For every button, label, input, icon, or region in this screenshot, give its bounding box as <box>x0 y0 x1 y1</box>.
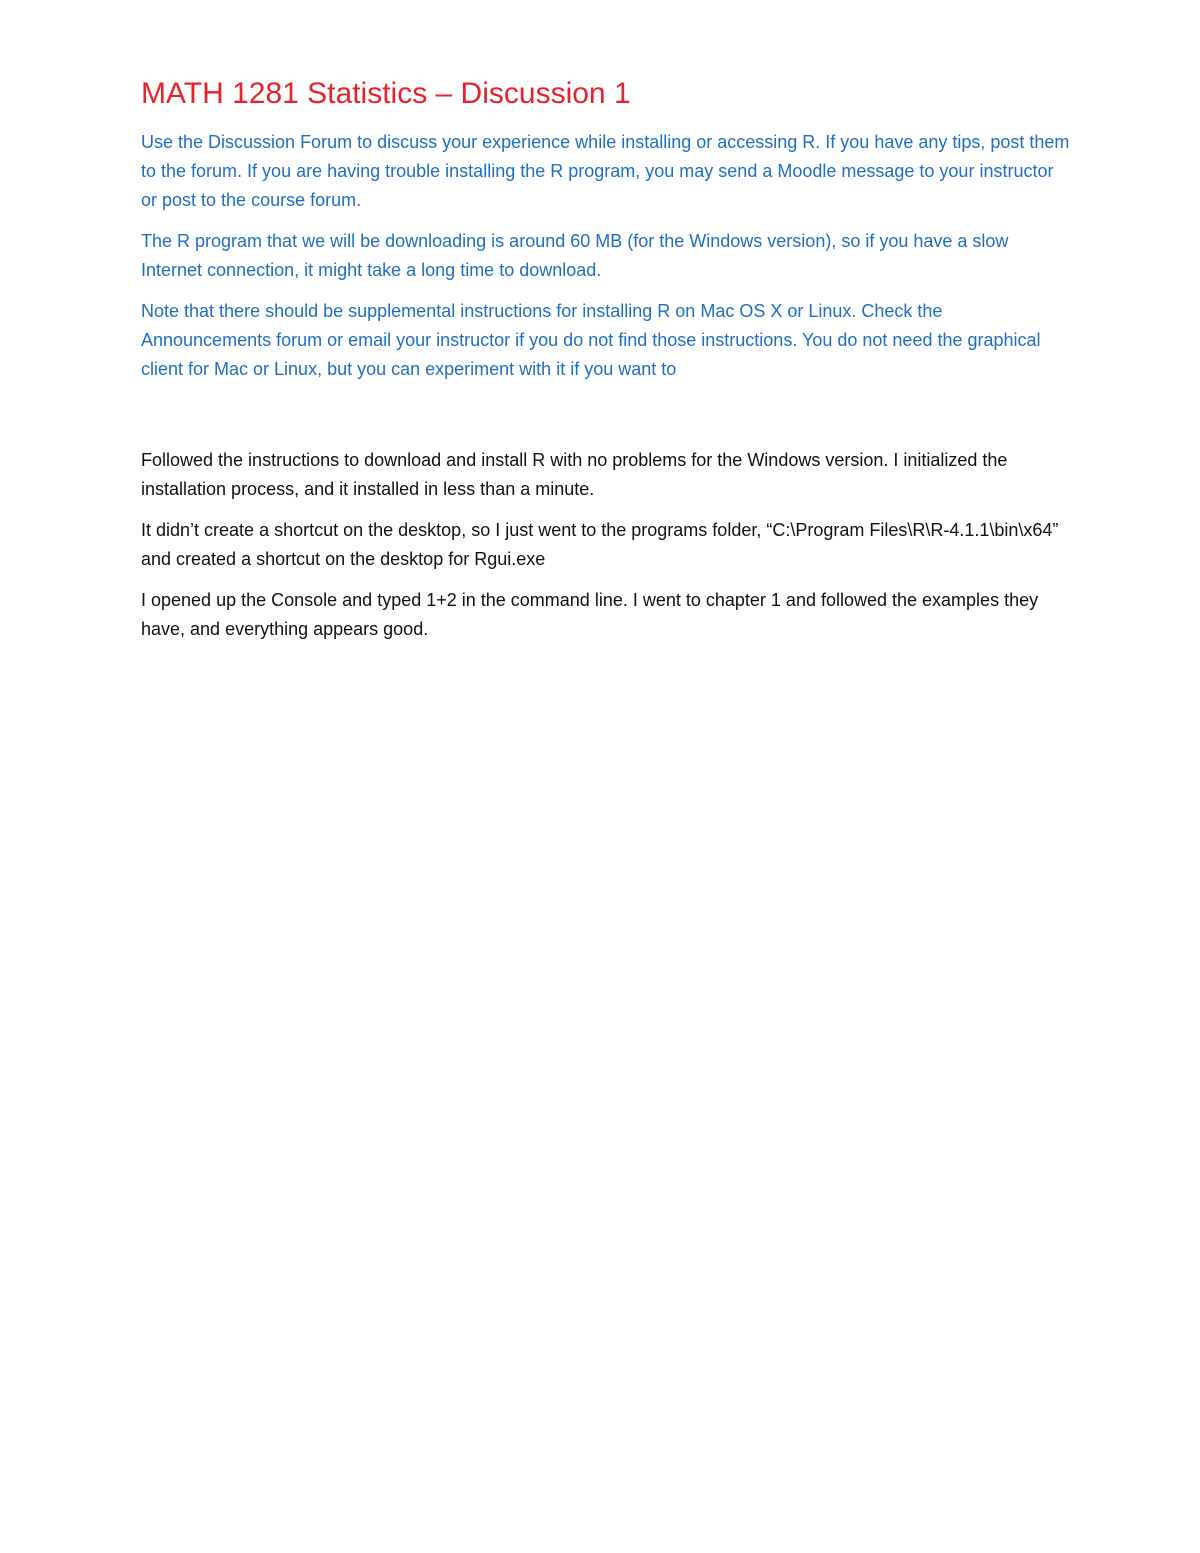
document-title: MATH 1281 Statistics – Discussion 1 <box>141 77 631 110</box>
prompt-paragraph: Use the Discussion Forum to discuss your experience while installing or accessing R. If you have any tips, post them to the forum. If you are having trouble installing the R program, you may send a Moodle message to your instructor or post to the course forum. <box>141 132 1070 210</box>
section-spacer <box>141 396 1071 446</box>
response-paragraph: Followed the instructions to download and install R with no problems for the Windows version. I initialized the installation process, and it installed in less than a minute. <box>141 450 1008 499</box>
student-response <box>141 446 1071 644</box>
document-content <box>141 74 1071 656</box>
response-paragraph: It didn’t create a shortcut on the desktop, so I just went to the programs folder, “C:\Program Files\R\R-4.1.1\bin\x64” and created a shortcut on the desktop for Rgui.exe <box>141 520 1059 569</box>
prompt-paragraph: Note that there should be supplemental instructions for installing R on Mac OS X or Linux. Check the Announcements forum or email your instructor if you do not find those instructions. You do not need the graphical client for Mac or Linux, but you can experiment with it if you want to <box>141 301 1041 379</box>
response-paragraph: I opened up the Console and typed 1+2 in the command line. I went to chapter 1 and followed the examples they have, and everything appears good. <box>141 590 1039 639</box>
assignment-prompt <box>141 128 1071 384</box>
prompt-paragraph: The R program that we will be downloading is around 60 MB (for the Windows version), so if you have a slow Internet connection, it might take a long time to download. <box>141 231 1009 280</box>
